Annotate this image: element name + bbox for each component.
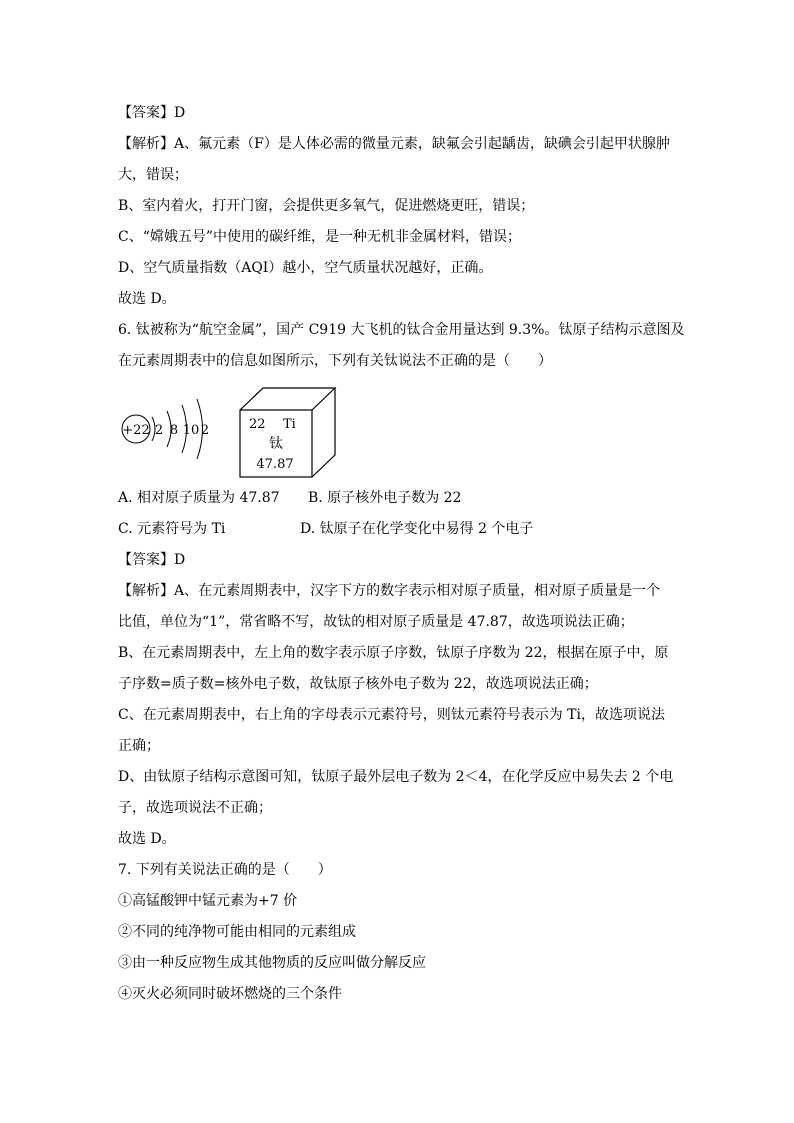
atomic-mass: 47.87 — [256, 457, 294, 472]
q5-analysis-line-3: B、室内着火，打开门窗，会提供更多氧气，促进燃烧更旺，错误； — [118, 198, 535, 214]
q6-answer: 【答案】D — [118, 552, 186, 568]
q6-stem-line-1: 6. 钛被称为“航空金属”，国产 C919 大飞机的钛合金用量达到 9.3%。钛原子结构示意图及 — [118, 322, 685, 338]
q6-analysis-line-9: 故选 D。 — [118, 831, 176, 847]
element-cell-top — [240, 388, 335, 410]
q6-analysis-line-5: C、在元素周期表中，右上角的字母表示元素符号，则钛元素符号表示为 Ti，故选项说法 — [118, 707, 665, 723]
q5-analysis-line-1: 【解析】A、氟元素（F）是人体必需的微量元素，缺氟会引起龋齿，缺碘会引起甲状腺肿 — [118, 136, 670, 152]
q6-option-c: C. 元素符号为 Ti — [118, 521, 226, 537]
q6-analysis-line-4: 子序数=质子数=核外电子数，故钛原子核外电子数为 22，故选项说法正确； — [118, 676, 598, 692]
q6-analysis-line-2: 比值，单位为“1”，常省略不写，故钛的相对原子质量是 47.87，故选项说法正确； — [118, 614, 634, 630]
titanium-diagram — [118, 382, 358, 482]
q6-analysis-line-1: 【解析】A、在元素周期表中，汉字下方的数字表示相对原子质量，相对原子质量是一个 — [118, 583, 661, 599]
q6-option-b: B. 原子核外电子数为 22 — [308, 490, 462, 506]
element-symbol: Ti — [283, 417, 296, 432]
q5-analysis-line-5: D、空气质量指数（AQI）越小，空气质量状况越好，正确。 — [118, 260, 493, 276]
q7-item-1: ①高锰酸钾中锰元素为+7 价 — [118, 893, 298, 909]
shell-electrons-1: 2 — [154, 423, 164, 438]
q7-item-3: ③由一种反应物生成其他物质的反应叫做分解反应 — [118, 955, 426, 971]
shell-electrons-2: 8 — [169, 423, 179, 438]
q6-option-a: A. 相对原子质量为 47.87 — [118, 490, 280, 506]
element-name: 钛 — [269, 436, 283, 452]
q7-item-4: ④灭火必须同时破坏燃烧的三个条件 — [118, 986, 342, 1002]
element-cell-side — [312, 388, 335, 477]
q6-option-d: D. 钛原子在化学变化中易得 2 个电子 — [300, 521, 534, 537]
q6-analysis-line-6: 正确； — [118, 738, 160, 754]
titanium-figure — [118, 382, 358, 482]
q6-stem-line-2: 在元素周期表中的信息如图所示，下列有关钛说法不正确的是（ ） — [118, 353, 552, 369]
q6-analysis-line-7: D、由钛原子结构示意图可知，钛原子最外层电子数为 2＜4，在化学反应中易失去 2 个电 — [118, 769, 674, 785]
q7-stem: 7. 下列有关说法正确的是（ ） — [118, 862, 332, 878]
q5-analysis-line-6: 故选 D。 — [118, 291, 176, 307]
q5-answer: 【答案】D — [118, 105, 186, 121]
q6-analysis-line-3: B、在元素周期表中，左上角的数字表示原子序数，钛原子序数为 22，根据在原子中，原 — [118, 645, 669, 661]
shell-electrons-3: 10 — [182, 423, 200, 438]
shell-electrons-4: 2 — [200, 423, 210, 438]
nucleus-charge: +22 — [122, 423, 150, 438]
q6-analysis-line-8: 子，故选项说法不正确； — [118, 800, 272, 816]
q5-analysis-line-4: C、“嫦娥五号”中使用的碳纤维，是一种无机非金属材料，错误； — [118, 229, 522, 245]
atomic-number: 22 — [249, 417, 266, 432]
q7-item-2: ②不同的纯净物可能由相同的元素组成 — [118, 924, 356, 940]
q5-analysis-line-2: 大，错误； — [118, 167, 188, 183]
